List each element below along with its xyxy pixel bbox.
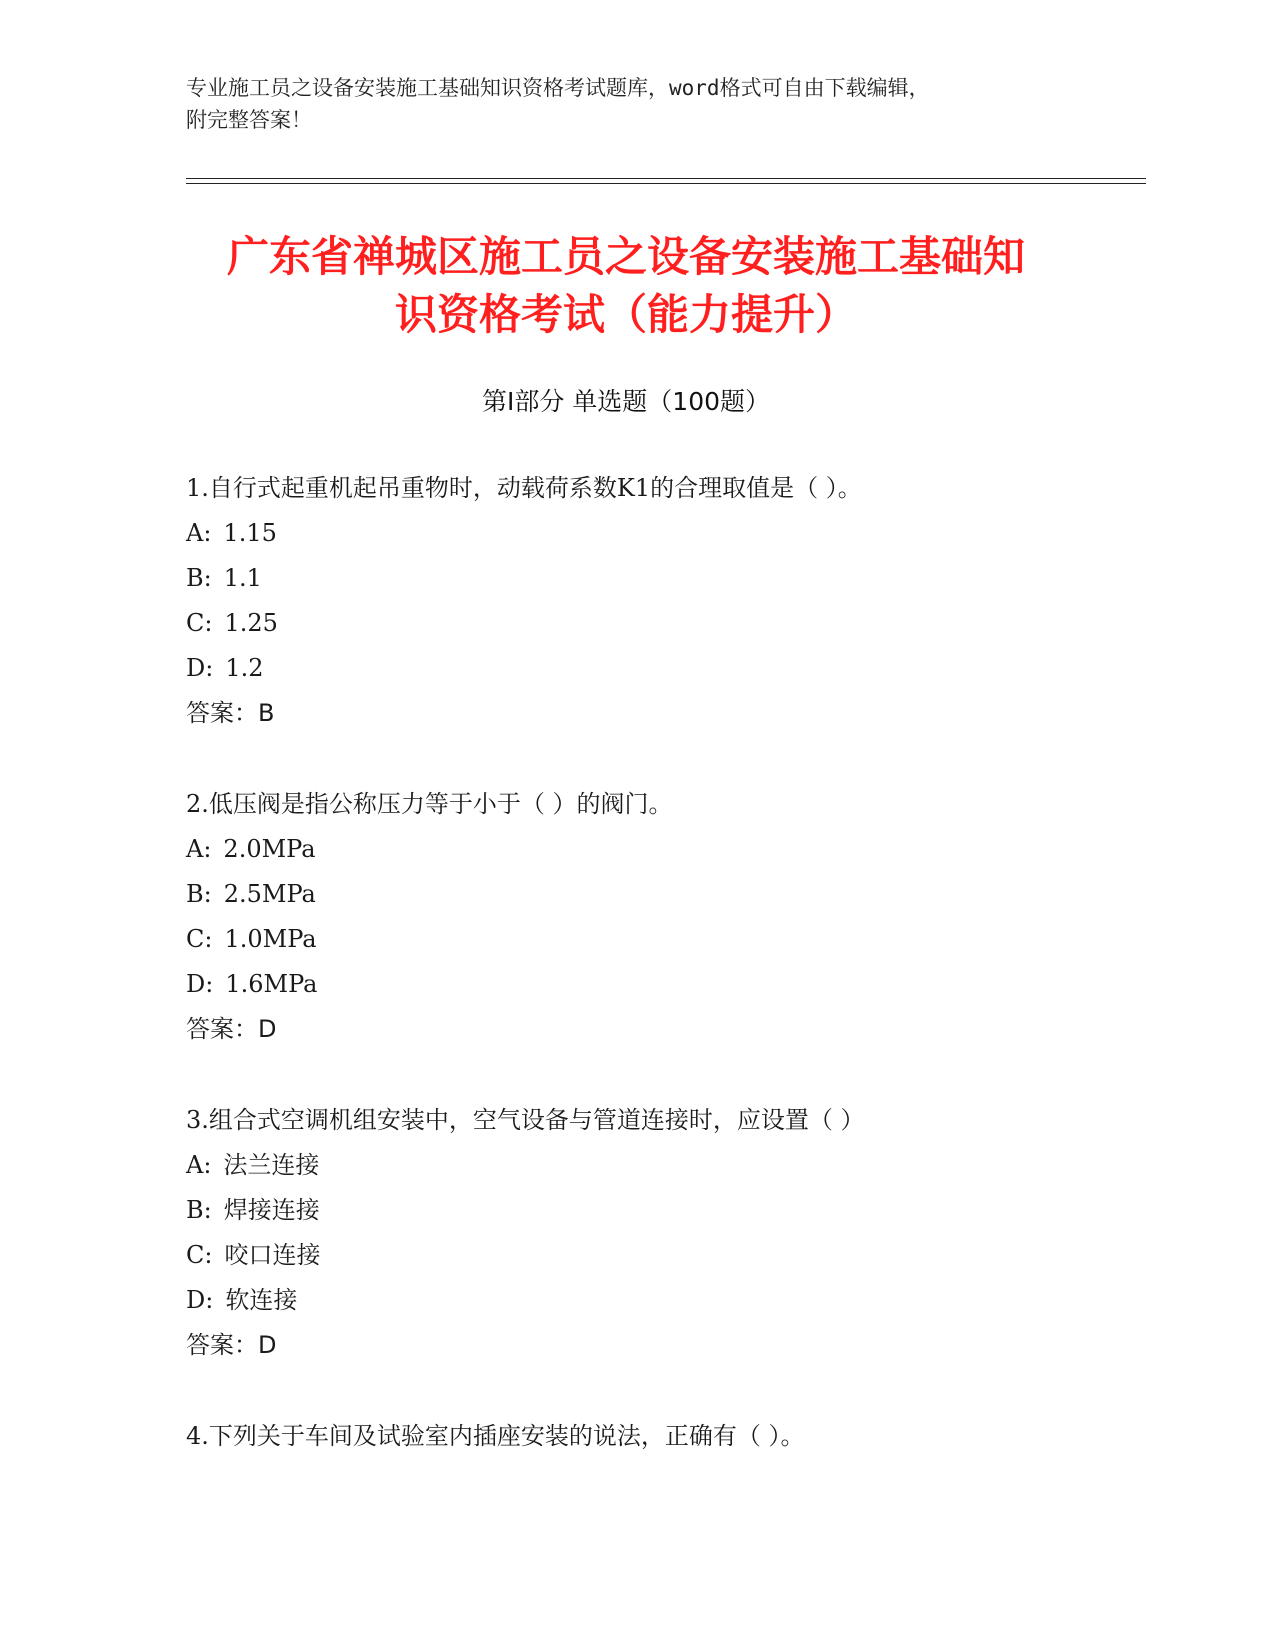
- option-c: [186, 601, 1146, 646]
- header-divider-top: [186, 178, 1146, 179]
- section-title: 第Ⅰ部分 单选题（100题）: [481, 387, 771, 416]
- option-b: [186, 556, 1146, 601]
- option-c: [186, 917, 1146, 962]
- option-text: 1.6MPa: [225, 970, 318, 998]
- answer-line: 答案：D: [186, 1331, 277, 1359]
- header-divider-bottom: [186, 183, 1146, 184]
- option-text: 1.25: [224, 609, 278, 637]
- question-1: [186, 466, 1146, 736]
- option-text: 1.15: [223, 519, 277, 547]
- option-label: D:: [186, 1286, 214, 1314]
- question-2: [186, 782, 1146, 1052]
- intro-text: [186, 72, 1066, 136]
- document-title-line-1: 广东省禅城区施工员之设备安装施工基础知: [226, 232, 1025, 281]
- option-label: B:: [186, 1196, 212, 1224]
- option-d: [186, 1278, 1146, 1323]
- option-text: 法兰连接: [223, 1151, 320, 1179]
- option-label: B:: [186, 564, 212, 592]
- option-a: [186, 827, 1146, 872]
- question-stem: 3.组合式空调机组安装中，空气设备与管道连接时，应设置（ ）: [186, 1106, 865, 1134]
- option-d: [186, 962, 1146, 1007]
- option-label: D:: [186, 654, 214, 682]
- option-text: 咬口连接: [224, 1241, 321, 1269]
- option-text: 2.0MPa: [223, 835, 316, 863]
- option-label: A:: [186, 835, 212, 863]
- option-text: 1.0MPa: [224, 925, 317, 953]
- option-b: [186, 872, 1146, 917]
- document-title: [186, 228, 1066, 344]
- option-label: C:: [186, 925, 213, 953]
- question-3: [186, 1098, 1146, 1368]
- answer-line: 答案：D: [186, 1015, 277, 1043]
- intro-line-2: 附完整答案！: [186, 108, 312, 132]
- option-text: 1.1: [223, 564, 262, 592]
- option-b: [186, 1188, 1146, 1233]
- option-text: 软连接: [225, 1286, 298, 1314]
- option-d: [186, 646, 1146, 691]
- option-label: A:: [186, 519, 212, 547]
- option-text: 2.5MPa: [223, 880, 316, 908]
- question-4: [186, 1414, 1146, 1459]
- option-text: 1.2: [225, 654, 264, 682]
- option-a: [186, 1143, 1146, 1188]
- document-title-line-2: 识资格考试（能力提升）: [394, 290, 857, 339]
- option-label: C:: [186, 1241, 213, 1269]
- question-stem: 2.低压阀是指公称压力等于小于（ ）的阀门。: [186, 790, 673, 818]
- question-stem: 4.下列关于车间及试验室内插座安装的说法，正确有（ ）。: [186, 1422, 805, 1450]
- option-label: A:: [186, 1151, 212, 1179]
- option-label: B:: [186, 880, 212, 908]
- option-a: [186, 511, 1146, 556]
- answer-line: 答案：B: [186, 699, 275, 727]
- option-text: 焊接连接: [223, 1196, 320, 1224]
- intro-line-1: 专业施工员之设备安装施工基础知识资格考试题库，word格式可自由下载编辑，: [186, 76, 930, 100]
- option-label: D:: [186, 970, 214, 998]
- option-label: C:: [186, 609, 213, 637]
- question-stem: 1.自行式起重机起吊重物时，动载荷系数K1的合理取值是（ ）。: [186, 474, 862, 502]
- option-c: [186, 1233, 1146, 1278]
